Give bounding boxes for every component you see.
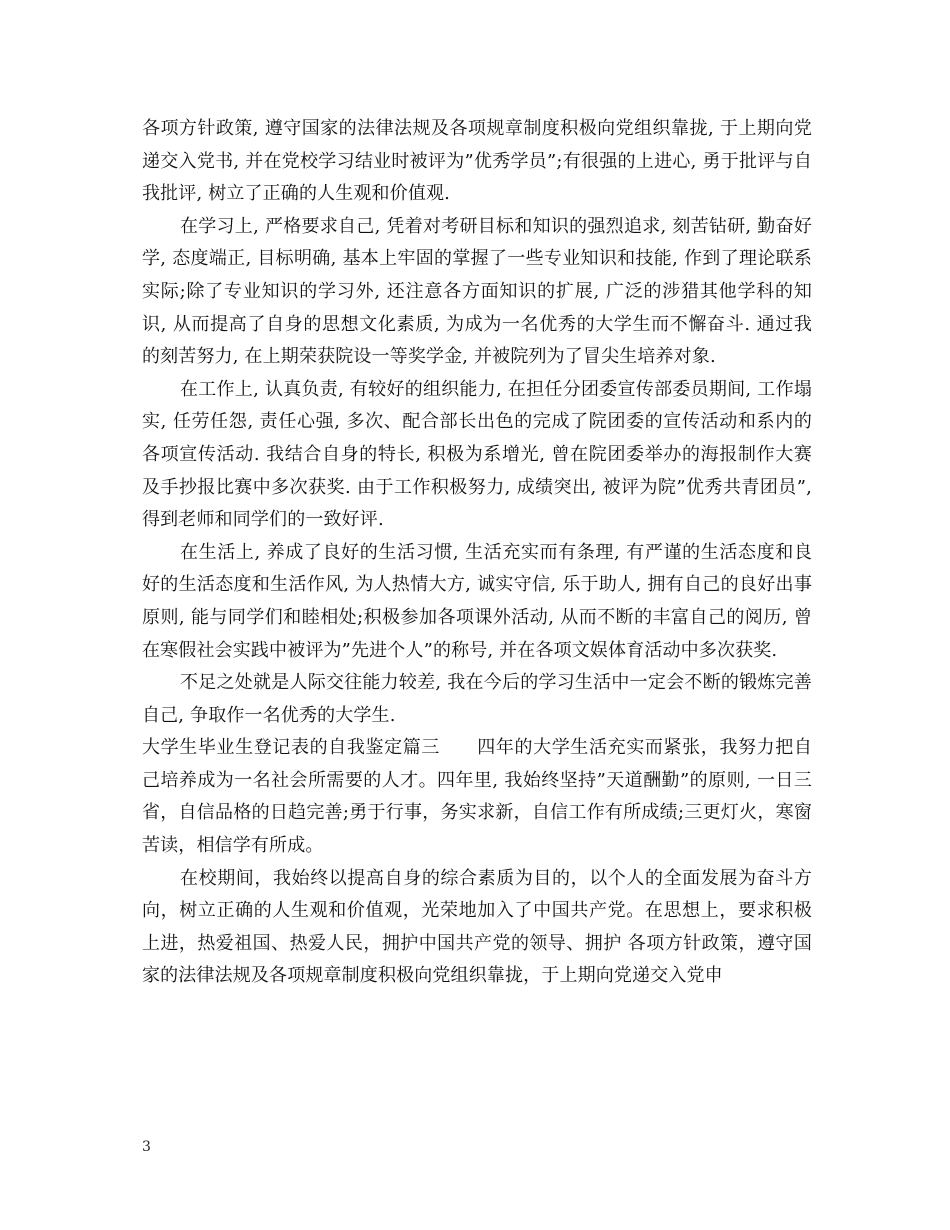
document-body xyxy=(142,113,812,993)
paragraph-2: 在学习上, 严格要求自己, 凭着对考研目标和知识的强烈追求, 刻苦钻研, 勤奋好学, 态度端正, 目标明确, 基本上牢固的掌握了一些专业知识和技能, 作到了理论联系实际;除了专业知识的学习外, 还注意各方面知识的扩展, 广泛的涉猎其他学科的知识, 从而提高了自身的思想文化素质, 为成为一名优秀的大学生而不懈奋斗. 通过我的刻苦努力, 在上期荣获院设一等奖学金, 并被院列为了冒尖生培养对象. xyxy=(142,215,812,368)
paragraph-7: 在校期间，我始终以提高自身的综合素质为目的，以个人的全面发展为奋斗方向，树立正确的人生观和价值观，光荣地加入了中国共产党。在思想上，要求积极上进，热爱祖国、热爱人民，拥护中国共产党的领导、拥护 各项方针政策，遵守国家的法律法规及各项规章制度积极向党组织靠拢，于上期向党递交入党申 xyxy=(142,867,812,987)
paragraph-4: 在生活上, 养成了良好的生活习惯, 生活充实而有条理, 有严谨的生活态度和良好的生活态度和生活作风, 为人热情大方, 诚实守信, 乐于助人, 拥有自己的良好出事原则, 能与同学们和睦相处;积极参加各项课外活动, 从而不断的丰富自己的阅历, 曾在寒假社会实践中被评为”先进个人”的称号, 并在各项文娱体育活动中多次获奖. xyxy=(142,541,812,661)
page-number: 3 xyxy=(142,1139,151,1155)
paragraph-1: 各项方针政策, 遵守国家的法律法规及各项规章制度积极向党组织靠拢, 于上期向党递交入党书, 并在党校学习结业时被评为”优秀学员”;有很强的上进心, 勇于批评与自我批评, 树立了正确的人生观和价值观. xyxy=(142,118,812,205)
paragraph-5: 不足之处就是人际交往能力较差, 我在今后的学习生活中一定会不断的锻炼完善自己, 争取作一名优秀的大学生. xyxy=(142,672,812,726)
paragraph-3: 在工作上, 认真负责, 有较好的组织能力, 在担任分团委宣传部委员期间, 工作塌实, 任劳任怨, 责任心强, 多次、配合部长出色的完成了院团委的宣传活动和系内的各项宣传活动. 我结合自身的特长, 积极为系增光, 曾在院团委举办的海报制作大赛及手抄报比赛中多次获奖. 由于工作积极努力, 成绩突出, 被评为院”优秀共青团员”, 得到老师和同学们的一致好评. xyxy=(142,378,812,531)
paragraph-6-section-heading: 大学生毕业生登记表的自我鉴定篇三 四年的大学生活充实而紧张，我努力把自己培养成为一名社会所需要的人才。四年里, 我始终坚持”天道酬勤”的原则, 一日三省，自信品格的日趋完善;勇于行事，务实求新，自信工作有所成绩;三更灯火，寒窗苦读，相信学有所成。 xyxy=(142,737,812,857)
